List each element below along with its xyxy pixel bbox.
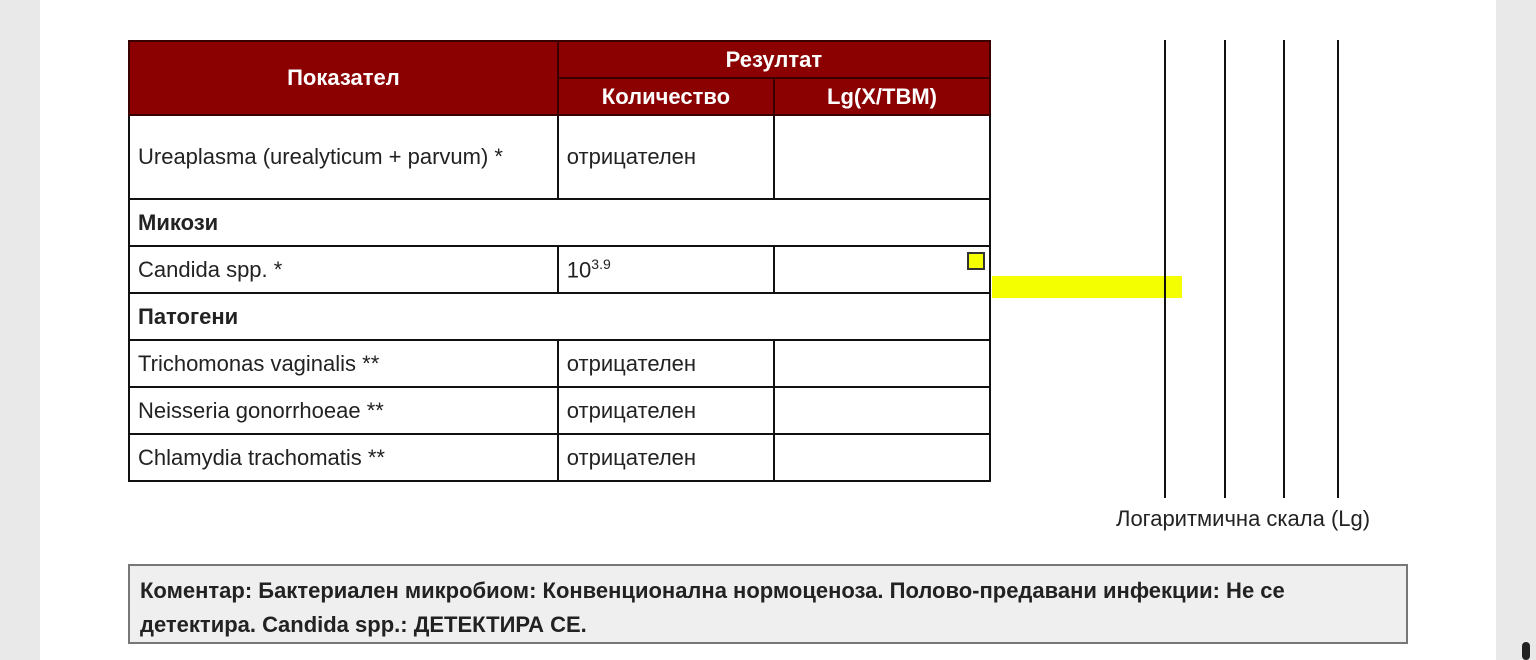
row-name: Ureaplasma (urealyticum + parvum) * [129,115,558,199]
scale-label: Логаритмична скала (Lg) [1116,506,1371,531]
row-name: Chlamydia trachomatis ** [129,434,558,481]
row-quantity [558,246,774,293]
quantity-base: 10 [566,257,592,283]
row-quantity: отрицателен [558,340,774,387]
results-table [128,40,991,482]
row-lg [774,340,990,387]
row-name: Candida spp. * [129,246,558,293]
header-lg: Lg(X/TBM) [774,78,990,115]
section-title: Микози [129,199,990,246]
table-row [129,115,990,199]
scrollbar-thumb[interactable] [1522,642,1530,660]
result-marker [967,252,985,270]
row-lg [774,434,990,481]
header-indicator: Показател [129,41,558,115]
table-header-row [129,41,990,78]
comment-box: Коментар: Бактериален микробиом: Конвенционална нормоценоза. Полово-предавани инфекции: Не се детектира. Candida spp.: ДЕТЕКТИРА СЕ. [128,564,1408,644]
section-row [129,199,990,246]
table-row [129,387,990,434]
section-row [129,293,990,340]
table-row [129,340,990,387]
row-quantity: отрицателен [558,387,774,434]
row-quantity: отрицателен [558,115,774,199]
row-lg [774,387,990,434]
table-row [129,246,990,293]
header-result: Резултат [558,41,990,78]
quantity-exponent: 3.9 [591,255,611,272]
table-row [129,434,990,481]
row-quantity: отрицателен [558,434,774,481]
header-quantity: Количество [558,78,774,115]
row-name: Neisseria gonorrhoeae ** [129,387,558,434]
row-lg [774,115,990,199]
row-lg [774,246,990,293]
section-title: Патогени [129,293,990,340]
row-name: Trichomonas vaginalis ** [129,340,558,387]
